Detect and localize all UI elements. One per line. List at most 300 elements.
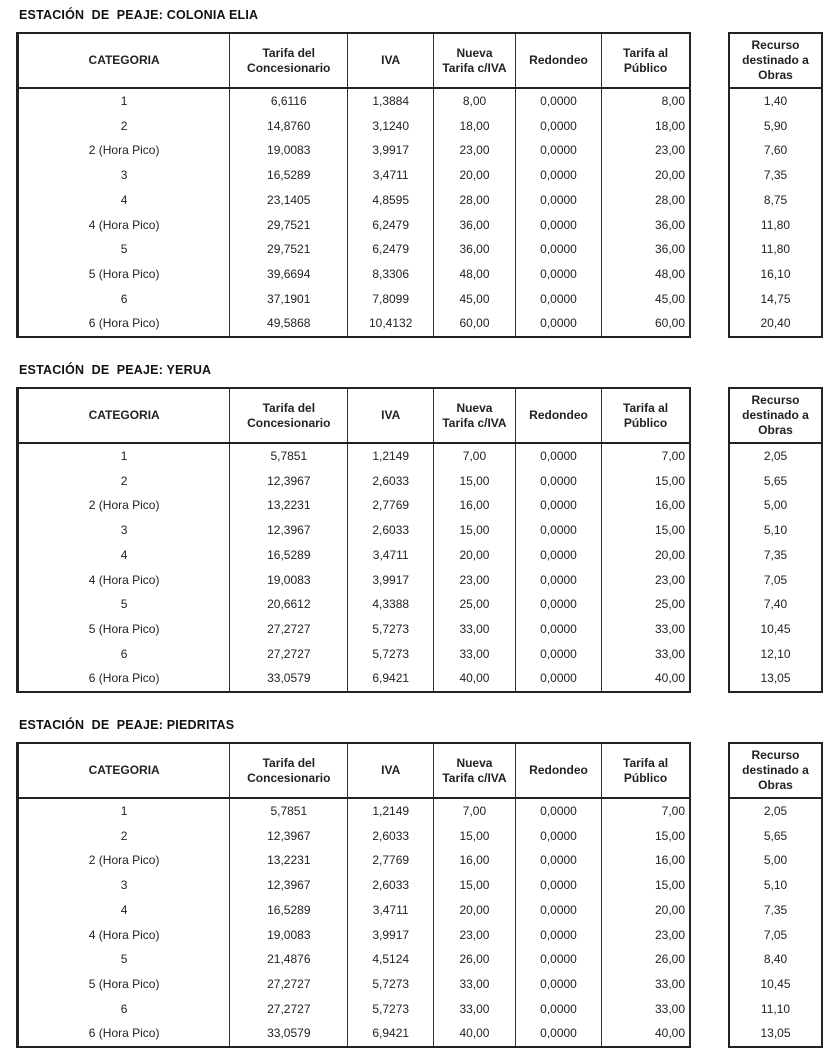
cell-iva: 2,6033	[348, 469, 434, 494]
cell-tarifa-concesionario: 19,0083	[230, 138, 348, 163]
cell-categoria: 5	[18, 237, 230, 262]
cell-nueva-tarifa: 45,00	[434, 287, 516, 312]
cell-tarifa-publico: 20,00	[654, 902, 685, 917]
cell-categoria: 5 (Hora Pico)	[18, 617, 230, 642]
cell-tarifa-concesionario: 27,2727	[230, 617, 348, 642]
cell-tarifa-concesionario: 16,5289	[230, 543, 348, 568]
cell-tarifa-publico: 45,00	[654, 291, 685, 306]
cell-recurso-obras: 5,90	[763, 118, 788, 133]
cell-recurso-obras: 2,05	[763, 804, 788, 818]
cell-categoria: 2	[18, 114, 230, 139]
cell-redondeo: 0,0000	[515, 1021, 601, 1047]
cell-recurso-obras: 1,40	[763, 94, 788, 108]
cell-recurso-obras: 12,10	[760, 646, 791, 661]
cell-recurso-obras: 8,40	[763, 952, 788, 967]
cell-recurso-obras: 7,05	[763, 572, 788, 587]
cell-iva: 6,9421	[348, 1021, 434, 1047]
cell-nueva-tarifa: 23,00	[434, 568, 516, 593]
obras-table	[728, 32, 823, 338]
cell-tarifa-concesionario: 29,7521	[230, 213, 348, 238]
table-row	[729, 443, 822, 469]
cell-redondeo: 0,0000	[515, 469, 601, 494]
cell-nueva-tarifa: 40,00	[434, 1021, 516, 1047]
cell-tarifa-concesionario: 20,6612	[230, 592, 348, 617]
cell-recurso-obras: 2,05	[763, 449, 788, 463]
table-row	[18, 213, 691, 238]
cell-iva: 6,2479	[348, 213, 434, 238]
header-categoria: CATEGORIA	[18, 33, 230, 88]
cell-iva: 4,5124	[348, 947, 434, 972]
header-tarifa-concesionario: Tarifa del Concesionario	[230, 33, 348, 88]
cell-iva: 6,2479	[348, 237, 434, 262]
cell-redondeo: 0,0000	[515, 188, 601, 213]
table-row	[729, 262, 822, 287]
tariff-table	[16, 742, 691, 1048]
cell-recurso-obras: 20,40	[760, 316, 791, 331]
cell-nueva-tarifa: 15,00	[434, 469, 516, 494]
table-row	[18, 543, 691, 568]
table-row	[729, 642, 822, 667]
cell-tarifa-publico: 28,00	[654, 192, 685, 207]
cell-categoria: 4 (Hora Pico)	[18, 923, 230, 948]
header-tarifa-publico: Tarifa al Público	[602, 33, 690, 88]
cell-categoria: 3	[18, 518, 230, 543]
table-row	[729, 237, 822, 262]
cell-tarifa-concesionario: 21,4876	[230, 947, 348, 972]
cell-nueva-tarifa: 7,00	[434, 443, 516, 469]
cell-nueva-tarifa: 15,00	[434, 873, 516, 898]
header-tarifa-publico: Tarifa al Público	[602, 743, 690, 798]
cell-iva: 5,7273	[348, 642, 434, 667]
cell-recurso-obras: 7,35	[763, 168, 788, 183]
cell-tarifa-publico: 18,00	[654, 118, 685, 133]
cell-categoria: 6 (Hora Pico)	[18, 666, 230, 692]
cell-recurso-obras: 11,80	[760, 217, 791, 232]
cell-nueva-tarifa: 36,00	[434, 237, 516, 262]
cell-redondeo: 0,0000	[515, 237, 601, 262]
cell-tarifa-publico: 7,00	[661, 804, 685, 818]
obras-table	[728, 387, 823, 693]
cell-tarifa-publico: 15,00	[654, 473, 685, 488]
cell-recurso-obras: 14,75	[760, 291, 791, 306]
cell-categoria: 5	[18, 592, 230, 617]
cell-recurso-obras: 5,10	[763, 523, 788, 538]
cell-redondeo: 0,0000	[515, 287, 601, 312]
cell-nueva-tarifa: 33,00	[434, 997, 516, 1022]
cell-redondeo: 0,0000	[515, 568, 601, 593]
cell-recurso-obras: 5,10	[763, 878, 788, 893]
table-row	[729, 873, 822, 898]
table-row	[18, 617, 691, 642]
cell-categoria: 1	[18, 443, 230, 469]
table-row	[18, 873, 691, 898]
table-row	[18, 114, 691, 139]
cell-categoria: 5	[18, 947, 230, 972]
header-iva: IVA	[348, 743, 434, 798]
cell-tarifa-concesionario: 33,0579	[230, 666, 348, 692]
table-row	[729, 947, 822, 972]
cell-tarifa-concesionario: 12,3967	[230, 873, 348, 898]
table-row	[18, 947, 691, 972]
cell-tarifa-publico: 48,00	[654, 266, 685, 281]
table-row	[729, 138, 822, 163]
cell-tarifa-concesionario: 12,3967	[230, 469, 348, 494]
cell-iva: 8,3306	[348, 262, 434, 287]
cell-iva: 3,9917	[348, 568, 434, 593]
header-redondeo: Redondeo	[515, 388, 601, 443]
table-row	[729, 997, 822, 1022]
cell-tarifa-publico: 15,00	[654, 878, 685, 893]
cell-iva: 3,9917	[348, 923, 434, 948]
cell-iva: 3,1240	[348, 114, 434, 139]
cell-recurso-obras: 11,10	[760, 1001, 791, 1016]
table-row	[729, 923, 822, 948]
cell-tarifa-publico: 40,00	[654, 671, 685, 686]
cell-nueva-tarifa: 60,00	[434, 311, 516, 337]
table-row	[729, 518, 822, 543]
cell-recurso-obras: 16,10	[760, 266, 791, 281]
cell-tarifa-publico: 20,00	[654, 168, 685, 183]
cell-tarifa-concesionario: 19,0083	[230, 923, 348, 948]
table-row	[18, 88, 691, 114]
cell-nueva-tarifa: 23,00	[434, 138, 516, 163]
table-row	[18, 262, 691, 287]
table-row	[18, 1021, 691, 1047]
cell-iva: 3,9917	[348, 138, 434, 163]
cell-iva: 10,4132	[348, 311, 434, 337]
cell-categoria: 6	[18, 642, 230, 667]
table-row	[729, 666, 822, 692]
cell-categoria: 2 (Hora Pico)	[18, 493, 230, 518]
header-categoria: CATEGORIA	[18, 388, 230, 443]
cell-redondeo: 0,0000	[515, 947, 601, 972]
table-row	[18, 443, 691, 469]
table-row	[729, 493, 822, 518]
cell-tarifa-concesionario: 29,7521	[230, 237, 348, 262]
cell-redondeo: 0,0000	[515, 972, 601, 997]
cell-categoria: 4	[18, 543, 230, 568]
table-row	[729, 848, 822, 873]
cell-recurso-obras: 10,45	[760, 621, 791, 636]
cell-tarifa-publico: 15,00	[654, 523, 685, 538]
cell-nueva-tarifa: 8,00	[434, 88, 516, 114]
cell-iva: 3,4711	[348, 898, 434, 923]
header-iva: IVA	[348, 388, 434, 443]
tariff-table	[16, 387, 691, 693]
cell-nueva-tarifa: 33,00	[434, 617, 516, 642]
cell-tarifa-concesionario: 19,0083	[230, 568, 348, 593]
cell-iva: 3,4711	[348, 543, 434, 568]
cell-tarifa-publico: 33,00	[654, 1001, 685, 1016]
cell-tarifa-publico: 23,00	[654, 143, 685, 158]
table-row	[18, 469, 691, 494]
cell-redondeo: 0,0000	[515, 592, 601, 617]
cell-tarifa-concesionario: 37,1901	[230, 287, 348, 312]
cell-iva: 3,4711	[348, 163, 434, 188]
cell-recurso-obras: 7,40	[763, 597, 788, 612]
cell-tarifa-publico: 36,00	[654, 242, 685, 257]
cell-tarifa-concesionario: 16,5289	[230, 163, 348, 188]
cell-nueva-tarifa: 28,00	[434, 188, 516, 213]
header-categoria: CATEGORIA	[18, 743, 230, 798]
cell-recurso-obras: 5,00	[763, 498, 788, 513]
station-title: ESTACIÓN DE PEAJE: COLONIA ELIA	[19, 8, 259, 22]
cell-redondeo: 0,0000	[515, 493, 601, 518]
cell-nueva-tarifa: 25,00	[434, 592, 516, 617]
cell-iva: 4,8595	[348, 188, 434, 213]
table-row	[18, 568, 691, 593]
cell-tarifa-concesionario: 16,5289	[230, 898, 348, 923]
cell-nueva-tarifa: 15,00	[434, 518, 516, 543]
cell-recurso-obras: 10,45	[760, 976, 791, 991]
cell-redondeo: 0,0000	[515, 138, 601, 163]
cell-tarifa-concesionario: 27,2727	[230, 997, 348, 1022]
cell-categoria: 2	[18, 469, 230, 494]
header-recurso-obras: Recurso destinado a Obras	[729, 743, 822, 798]
cell-iva: 5,7273	[348, 997, 434, 1022]
cell-tarifa-publico: 16,00	[654, 853, 685, 868]
table-row	[18, 163, 691, 188]
cell-tarifa-publico: 36,00	[654, 217, 685, 232]
table-row	[729, 213, 822, 238]
table-row	[18, 666, 691, 692]
table-row	[18, 592, 691, 617]
cell-categoria: 2 (Hora Pico)	[18, 138, 230, 163]
cell-tarifa-publico: 8,00	[661, 94, 685, 108]
cell-tarifa-concesionario: 13,2231	[230, 493, 348, 518]
cell-iva: 5,7273	[348, 617, 434, 642]
cell-nueva-tarifa: 36,00	[434, 213, 516, 238]
cell-redondeo: 0,0000	[515, 114, 601, 139]
cell-tarifa-publico: 23,00	[654, 927, 685, 942]
cell-categoria: 1	[18, 88, 230, 114]
cell-categoria: 6	[18, 287, 230, 312]
table-row	[729, 188, 822, 213]
obras-table	[728, 742, 823, 1048]
tariff-table-header	[18, 388, 691, 443]
cell-tarifa-publico: 33,00	[654, 646, 685, 661]
cell-nueva-tarifa: 20,00	[434, 543, 516, 568]
table-row	[18, 518, 691, 543]
cell-tarifa-publico: 16,00	[654, 498, 685, 513]
cell-iva: 1,3884	[348, 88, 434, 114]
cell-tarifa-concesionario: 33,0579	[230, 1021, 348, 1047]
cell-redondeo: 0,0000	[515, 898, 601, 923]
cell-redondeo: 0,0000	[515, 848, 601, 873]
cell-tarifa-concesionario: 27,2727	[230, 972, 348, 997]
cell-redondeo: 0,0000	[515, 824, 601, 849]
table-row	[18, 188, 691, 213]
cell-redondeo: 0,0000	[515, 88, 601, 114]
cell-tarifa-publico: 40,00	[654, 1026, 685, 1041]
cell-redondeo: 0,0000	[515, 666, 601, 692]
cell-nueva-tarifa: 20,00	[434, 898, 516, 923]
cell-tarifa-concesionario: 14,8760	[230, 114, 348, 139]
table-row	[18, 997, 691, 1022]
cell-tarifa-concesionario: 5,7851	[230, 443, 348, 469]
cell-nueva-tarifa: 7,00	[434, 798, 516, 824]
header-tarifa-concesionario: Tarifa del Concesionario	[230, 388, 348, 443]
table-row	[18, 311, 691, 337]
cell-iva: 1,2149	[348, 443, 434, 469]
table-row	[729, 163, 822, 188]
table-row	[18, 923, 691, 948]
cell-categoria: 6	[18, 997, 230, 1022]
cell-tarifa-publico: 33,00	[654, 621, 685, 636]
cell-nueva-tarifa: 18,00	[434, 114, 516, 139]
cell-nueva-tarifa: 20,00	[434, 163, 516, 188]
cell-tarifa-publico: 15,00	[654, 828, 685, 843]
cell-iva: 2,6033	[348, 518, 434, 543]
cell-tarifa-publico: 7,00	[661, 449, 685, 463]
cell-categoria: 4	[18, 898, 230, 923]
header-iva: IVA	[348, 33, 434, 88]
cell-redondeo: 0,0000	[515, 518, 601, 543]
cell-tarifa-concesionario: 49,5868	[230, 311, 348, 337]
table-row	[18, 287, 691, 312]
tariff-table-header	[18, 743, 691, 798]
cell-recurso-obras: 7,35	[763, 902, 788, 917]
cell-recurso-obras: 11,80	[760, 242, 791, 257]
cell-redondeo: 0,0000	[515, 923, 601, 948]
cell-redondeo: 0,0000	[515, 873, 601, 898]
table-row	[729, 543, 822, 568]
table-row	[18, 898, 691, 923]
cell-redondeo: 0,0000	[515, 543, 601, 568]
cell-redondeo: 0,0000	[515, 443, 601, 469]
cell-redondeo: 0,0000	[515, 262, 601, 287]
cell-tarifa-concesionario: 13,2231	[230, 848, 348, 873]
cell-nueva-tarifa: 16,00	[434, 493, 516, 518]
header-nueva-tarifa: Nueva Tarifa c/IVA	[434, 33, 516, 88]
table-row	[18, 237, 691, 262]
table-row	[729, 88, 822, 114]
cell-tarifa-concesionario: 12,3967	[230, 824, 348, 849]
header-redondeo: Redondeo	[515, 33, 601, 88]
cell-tarifa-publico: 20,00	[654, 547, 685, 562]
cell-redondeo: 0,0000	[515, 213, 601, 238]
cell-iva: 2,7769	[348, 848, 434, 873]
table-row	[18, 642, 691, 667]
header-tarifa-concesionario: Tarifa del Concesionario	[230, 743, 348, 798]
station-title: ESTACIÓN DE PEAJE: PIEDRITAS	[19, 718, 235, 732]
cell-redondeo: 0,0000	[515, 642, 601, 667]
cell-categoria: 2	[18, 824, 230, 849]
cell-tarifa-concesionario: 12,3967	[230, 518, 348, 543]
header-tarifa-publico: Tarifa al Público	[602, 388, 690, 443]
header-nueva-tarifa: Nueva Tarifa c/IVA	[434, 743, 516, 798]
cell-categoria: 4 (Hora Pico)	[18, 213, 230, 238]
table-row	[729, 592, 822, 617]
cell-categoria: 3	[18, 163, 230, 188]
cell-tarifa-publico: 25,00	[654, 597, 685, 612]
header-redondeo: Redondeo	[515, 743, 601, 798]
table-row	[729, 469, 822, 494]
cell-redondeo: 0,0000	[515, 163, 601, 188]
cell-recurso-obras: 7,35	[763, 547, 788, 562]
cell-nueva-tarifa: 15,00	[434, 824, 516, 849]
table-row	[729, 568, 822, 593]
cell-categoria: 6 (Hora Pico)	[18, 1021, 230, 1047]
cell-nueva-tarifa: 40,00	[434, 666, 516, 692]
cell-tarifa-publico: 60,00	[654, 316, 685, 331]
cell-iva: 2,6033	[348, 873, 434, 898]
cell-recurso-obras: 8,75	[763, 192, 788, 207]
header-recurso-obras: Recurso destinado a Obras	[729, 33, 822, 88]
cell-iva: 5,7273	[348, 972, 434, 997]
cell-categoria: 1	[18, 798, 230, 824]
cell-tarifa-publico: 33,00	[654, 976, 685, 991]
table-row	[729, 311, 822, 337]
cell-iva: 7,8099	[348, 287, 434, 312]
cell-recurso-obras: 5,65	[763, 828, 788, 843]
table-row	[18, 824, 691, 849]
table-row	[18, 138, 691, 163]
cell-redondeo: 0,0000	[515, 617, 601, 642]
cell-tarifa-concesionario: 5,7851	[230, 798, 348, 824]
table-row	[729, 798, 822, 824]
cell-categoria: 5 (Hora Pico)	[18, 972, 230, 997]
table-row	[729, 898, 822, 923]
table-row	[18, 972, 691, 997]
cell-categoria: 3	[18, 873, 230, 898]
cell-categoria: 5 (Hora Pico)	[18, 262, 230, 287]
cell-tarifa-concesionario: 27,2727	[230, 642, 348, 667]
cell-categoria: 4	[18, 188, 230, 213]
table-row	[18, 798, 691, 824]
tariff-table	[16, 32, 691, 338]
cell-redondeo: 0,0000	[515, 997, 601, 1022]
header-recurso-obras: Recurso destinado a Obras	[729, 388, 822, 443]
cell-categoria: 2 (Hora Pico)	[18, 848, 230, 873]
cell-nueva-tarifa: 23,00	[434, 923, 516, 948]
tariff-table-header	[18, 33, 691, 88]
table-row	[729, 287, 822, 312]
cell-recurso-obras: 7,05	[763, 927, 788, 942]
cell-nueva-tarifa: 33,00	[434, 642, 516, 667]
cell-recurso-obras: 5,00	[763, 853, 788, 868]
cell-iva: 4,3388	[348, 592, 434, 617]
cell-redondeo: 0,0000	[515, 798, 601, 824]
cell-tarifa-publico: 26,00	[654, 952, 685, 967]
cell-nueva-tarifa: 16,00	[434, 848, 516, 873]
cell-recurso-obras: 5,65	[763, 473, 788, 488]
table-row	[729, 114, 822, 139]
cell-recurso-obras: 13,05	[760, 671, 791, 686]
cell-iva: 1,2149	[348, 798, 434, 824]
cell-nueva-tarifa: 48,00	[434, 262, 516, 287]
cell-nueva-tarifa: 26,00	[434, 947, 516, 972]
cell-redondeo: 0,0000	[515, 311, 601, 337]
cell-tarifa-concesionario: 23,1405	[230, 188, 348, 213]
table-row	[18, 493, 691, 518]
cell-iva: 2,6033	[348, 824, 434, 849]
table-row	[18, 848, 691, 873]
cell-categoria: 4 (Hora Pico)	[18, 568, 230, 593]
cell-categoria: 6 (Hora Pico)	[18, 311, 230, 337]
table-row	[729, 824, 822, 849]
table-row	[729, 972, 822, 997]
header-nueva-tarifa: Nueva Tarifa c/IVA	[434, 388, 516, 443]
station-title: ESTACIÓN DE PEAJE: YERUA	[19, 363, 212, 377]
table-row	[729, 617, 822, 642]
cell-iva: 6,9421	[348, 666, 434, 692]
cell-nueva-tarifa: 33,00	[434, 972, 516, 997]
cell-tarifa-concesionario: 39,6694	[230, 262, 348, 287]
cell-recurso-obras: 13,05	[760, 1026, 791, 1041]
cell-tarifa-publico: 23,00	[654, 572, 685, 587]
cell-tarifa-concesionario: 6,6116	[230, 88, 348, 114]
